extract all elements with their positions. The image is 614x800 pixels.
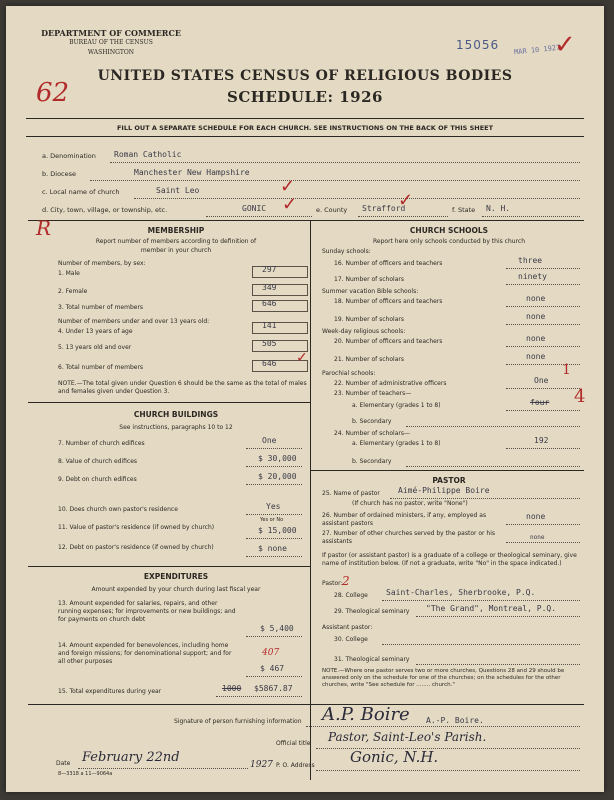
benevolences-label: 14. Amount expended for benevolences, including home and foreign missions; for denominational support; and for all other purposes — [58, 642, 232, 665]
church-name-line — [134, 198, 580, 199]
expenditures-sub: Amount expended by your church during last fiscal year — [91, 586, 261, 593]
pastor-title: PASTOR — [432, 476, 466, 485]
q24a-value: 192 — [534, 436, 549, 445]
q22-label: 22. Number of administrative officers — [334, 380, 447, 387]
q24a-label: a. Elementary (grades 1 to 8) — [352, 440, 441, 447]
buildings-sub: See instructions, paragraphs 10 to 12 — [119, 424, 233, 431]
check-mark-top: ✓ — [554, 30, 576, 60]
male-box — [252, 266, 308, 278]
asst-seminary-label: 31. Theological seminary — [334, 656, 410, 663]
pastor-note: NOTE.—Where one pastor serves two or more churches, Questions 28 and 29 should be answered only on the schedule for one of the churches; on the schedules for the other churches, write "See schedule for ........ church." — [322, 668, 565, 688]
value-edifices-label: 8. Value of church edifices — [58, 458, 138, 465]
under13-value: 141 — [262, 321, 277, 330]
membership-title: MEMBERSHIP — [147, 226, 205, 235]
over13-value: 505 — [262, 339, 277, 348]
membership-sub2: member in your church — [140, 247, 212, 254]
residence-label: 10. Does church own pastor's residence — [58, 506, 178, 513]
column-divider — [310, 220, 311, 780]
expenditures-title: EXPENDITURES — [143, 572, 209, 581]
county-label: e. County — [316, 206, 348, 214]
bureau-name: BUREAU OF THE CENSUS — [69, 39, 153, 46]
assistant-label: Assistant pastor: — [322, 624, 373, 631]
debt-edifices-value: $ 20,000 — [258, 472, 297, 481]
diocese-line — [90, 180, 580, 181]
form-number: 8—3318 a 11—9064a — [58, 771, 113, 777]
received-stamp: MAR 10 1927 — [513, 43, 561, 57]
total-expenditures-label: 15. Total expenditures during year — [58, 688, 162, 695]
handwritten-1: 1 — [562, 362, 571, 378]
city-label: d. City, town, village, or township, etc. — [42, 206, 168, 214]
college-line — [382, 600, 580, 601]
q21-label: 21. Number of scholars — [334, 356, 404, 363]
q18-line — [506, 306, 580, 307]
denomination-label: a. Denomination — [42, 152, 96, 160]
city-line — [206, 216, 312, 217]
state-label: f. State — [452, 206, 476, 214]
debt-edifices-line — [246, 484, 302, 485]
rule-top — [26, 118, 584, 119]
q22-value: One — [534, 376, 549, 385]
diocese-label: b. Diocese — [42, 170, 77, 178]
date-value: February 22nd — [82, 750, 180, 765]
q23b-label: b. Secondary — [352, 418, 392, 425]
date-label: Date — [56, 760, 71, 767]
rule-buildings — [28, 402, 310, 403]
other-churches-value: none — [530, 534, 545, 541]
handwritten-2: 2 — [342, 574, 350, 588]
residence-value: Yes — [266, 502, 281, 511]
denomination-line — [110, 162, 580, 163]
expenses-line — [246, 636, 302, 637]
q18-label: 18. Number of officers and teachers — [334, 298, 443, 305]
total-members-value: 646 — [262, 359, 277, 368]
parochial-label: Parochial schools: — [322, 370, 376, 377]
total-expenditures-value: $5867.87 — [254, 684, 293, 693]
college-label: 28. College — [334, 592, 368, 599]
rule-under-instruction — [26, 136, 584, 137]
seminary-value: "The Grand", Montreal, P.Q. — [426, 604, 557, 613]
serial-number: 15056 — [456, 38, 500, 52]
under13-label: 4. Under 13 years of age — [58, 328, 133, 335]
benevolences-line — [246, 676, 302, 677]
male-label: 1. Male — [58, 270, 80, 277]
check-mark-city: ✓ — [282, 194, 298, 215]
total-box — [252, 300, 308, 312]
q20-line — [506, 346, 580, 347]
ordained-value: none — [526, 512, 546, 521]
edifices-value: One — [262, 436, 277, 445]
q24a-line — [506, 448, 580, 449]
handwritten-4: 4 — [574, 386, 586, 407]
yes-or-no-hint: Yes or No — [260, 517, 284, 523]
church-name-label: c. Local name of church — [42, 188, 120, 196]
church-name-value: Saint Leo — [156, 186, 200, 195]
total-label: 3. Total number of members — [58, 304, 144, 311]
edifices-label: 7. Number of church edifices — [58, 440, 145, 447]
value-residence-line — [246, 538, 302, 539]
q24b-line — [406, 466, 580, 467]
sunday-label: Sunday schools: — [322, 248, 371, 255]
check-mark-total: ✓ — [296, 350, 308, 366]
q16-value: three — [518, 256, 543, 265]
college-value: Saint-Charles, Sherbrooke, P.Q. — [386, 588, 536, 597]
po-address-label: P. O. Address — [276, 762, 315, 769]
q20-value: none — [526, 334, 546, 343]
q23-label: 23. Number of teachers— — [334, 390, 412, 397]
membership-sub1: Report number of members according to definition of — [95, 238, 257, 245]
check-mark-county: ✓ — [398, 190, 414, 211]
pastor-name-value: Aimé-Philippe Boire — [398, 486, 490, 495]
handwritten-r: R — [36, 216, 52, 240]
debt-residence-value: $ none — [258, 544, 287, 553]
other-churches-line — [506, 542, 580, 543]
q17-line — [506, 284, 580, 285]
fill-out-instruction: FILL OUT A SEPARATE SCHEDULE FOR EACH CHURCH. SEE INSTRUCTIONS ON THE BACK OF THIS SHEET — [116, 124, 494, 132]
pastor-name-line — [390, 498, 580, 499]
q16-line — [506, 268, 580, 269]
schools-title: CHURCH SCHOOLS — [409, 226, 489, 235]
female-box — [252, 284, 308, 296]
asst-college-label: 30. College — [334, 636, 368, 643]
age-split-label: Number of members under and over 13 years old: — [58, 318, 210, 325]
form-schedule: SCHEDULE: 1926 — [227, 88, 383, 106]
under13-box — [252, 322, 308, 334]
college-note: If pastor (or assistant pastor) is a graduate of a college or theological seminary, give name of institution below. (If not a graduate, write "No" in the space indicated.) — [322, 552, 577, 567]
signature-label: Signature of person furnishing information — [174, 718, 302, 725]
department-header — [36, 28, 186, 58]
handwritten-62: 62 — [36, 78, 70, 108]
bureau-city: WASHINGTON — [87, 49, 135, 56]
q18-value: none — [526, 294, 546, 303]
county-line — [358, 216, 448, 217]
q17-value: ninety — [518, 272, 547, 281]
signature-value: A.P. Boire — [322, 704, 410, 725]
q20-label: 20. Number of officers and teachers — [334, 338, 443, 345]
official-title-value: Pastor, Saint-Leo's Parish. — [328, 730, 487, 744]
schools-sub: Report here only schools conducted by this church — [373, 238, 525, 245]
year-value: 1927 — [250, 760, 273, 770]
denomination-value: Roman Catholic — [114, 150, 182, 159]
signature-typed: A.-P. Boire. — [426, 716, 484, 725]
q16-label: 16. Number of officers and teachers — [334, 260, 443, 267]
rule-pastor — [310, 470, 584, 471]
asst-seminary-line — [416, 664, 580, 665]
q23a-label: a. Elementary (grades 1 to 8) — [352, 402, 441, 409]
membership-note: NOTE.—The total given under Question 6 should be the same as the total of males and females given under Question 3. — [58, 380, 307, 395]
q22-line — [506, 388, 580, 389]
ordained-label: 26. Number of ordained ministers, if any, employed as assistant pastors — [322, 512, 487, 527]
po-address-value: Gonic, N.H. — [350, 748, 439, 766]
ordained-line — [506, 524, 580, 525]
total-expenditures-line — [216, 696, 302, 697]
q19-value: none — [526, 312, 546, 321]
rule-columns-top — [28, 220, 584, 221]
rule-expenditures — [28, 566, 310, 567]
female-value: 349 — [262, 283, 277, 292]
form-title: UNITED STATES CENSUS OF RELIGIOUS BODIES — [97, 68, 513, 84]
membership-sex-label: Number of members, by sex: — [58, 260, 146, 267]
q23a-line — [506, 410, 580, 411]
seminary-line — [416, 616, 580, 617]
other-churches-label: 27. Number of other churches served by the pastor or his assistants — [322, 530, 496, 545]
expenses-value: $ 5,400 — [260, 624, 294, 633]
buildings-title: CHURCH BUILDINGS — [133, 410, 219, 419]
summer-label: Summer vacation Bible schools: — [322, 288, 419, 295]
date-line — [78, 768, 248, 769]
debt-edifices-label: 9. Debt on church edifices — [58, 476, 137, 483]
pastor-name-label: 25. Name of pastor — [322, 490, 380, 497]
q17-label: 17. Number of scholars — [334, 276, 404, 283]
rule-bottom — [28, 704, 584, 705]
state-value: N. H. — [486, 204, 511, 213]
asst-college-line — [382, 644, 580, 645]
pastor-none-hint: (If church has no pastor, write "None") — [352, 500, 468, 507]
value-edifices-line — [246, 466, 302, 467]
over13-label: 5. 13 years old and over — [58, 344, 132, 351]
county-value: Strafford — [362, 204, 406, 213]
signature-line — [306, 726, 580, 727]
weekday-label: Week-day religious schools: — [322, 328, 406, 335]
city-value: GONIC — [242, 204, 267, 213]
handwritten-407: 407 — [262, 648, 280, 658]
benevolences-value: $ 467 — [260, 664, 285, 673]
department-name: DEPARTMENT OF COMMERCE — [41, 28, 181, 38]
q23a-value: four — [530, 398, 550, 407]
q23b-line — [406, 426, 580, 427]
debt-residence-label: 12. Debt on pastor's residence (if owned by church) — [58, 544, 214, 551]
value-residence-value: $ 15,000 — [258, 526, 297, 535]
q21-value: none — [526, 352, 546, 361]
q24b-label: b. Secondary — [352, 458, 392, 465]
q19-line — [506, 324, 580, 325]
po-address-line — [316, 770, 580, 771]
seminary-label: 29. Theological seminary — [334, 608, 410, 615]
debt-residence-line — [246, 556, 302, 557]
value-residence-label: 11. Value of pastor's residence (if owned by church) — [58, 524, 215, 531]
check-mark-church: ✓ — [280, 176, 296, 197]
female-label: 2. Female — [58, 288, 88, 295]
value-edifices-value: $ 30,000 — [258, 454, 297, 463]
diocese-value: Manchester New Hampshire — [134, 168, 250, 177]
q19-label: 19. Number of scholars — [334, 316, 404, 323]
male-value: 297 — [262, 265, 277, 274]
edifices-line — [246, 448, 302, 449]
total-value: 646 — [262, 299, 277, 308]
total-expenditures-old: 1000 — [222, 684, 242, 693]
total-members-label: 6. Total number of members — [58, 364, 144, 371]
residence-line — [246, 514, 302, 515]
official-title-label: Official title — [276, 740, 311, 747]
expenses-label: 13. Amount expended for salaries, repairs, and other running expenses; for improvements or new buildings; and for payments on church debt — [58, 600, 236, 623]
state-line — [482, 216, 580, 217]
census-form — [6, 6, 604, 792]
pastor-label: Pastor: — [322, 580, 343, 587]
q24-label: 24. Number of scholars— — [334, 430, 410, 437]
